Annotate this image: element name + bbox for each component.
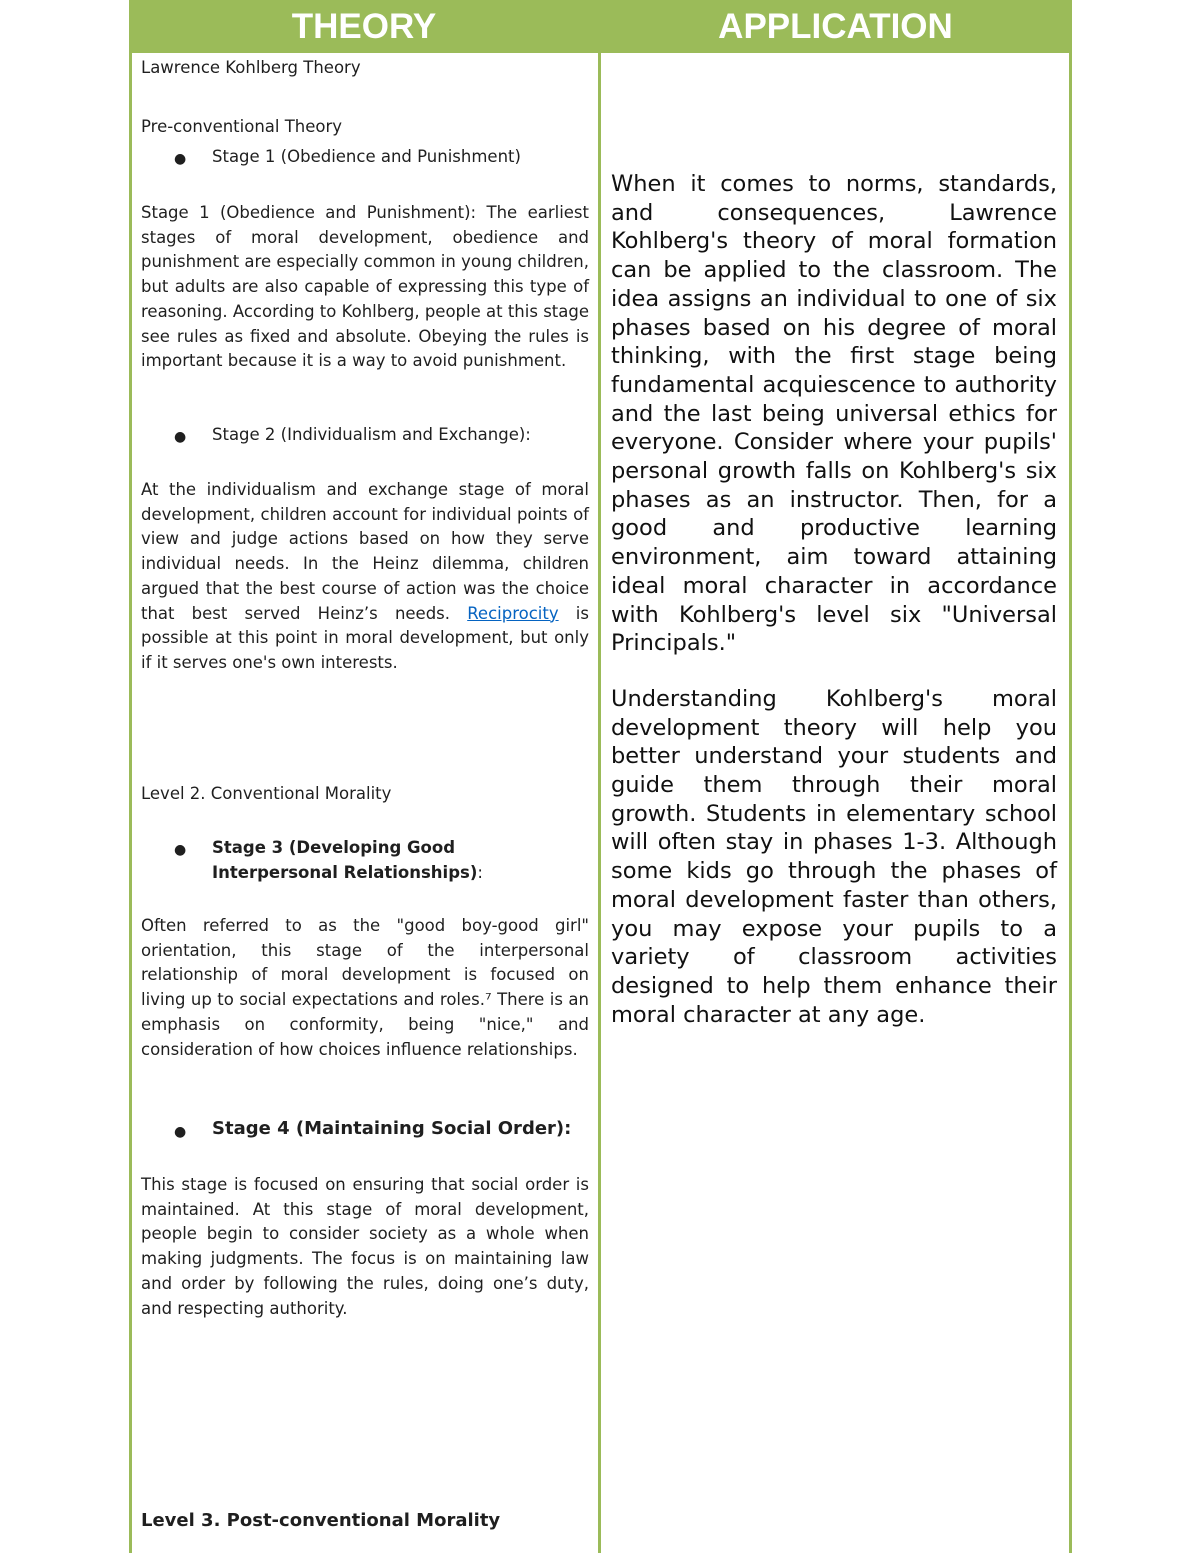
level1-heading: Pre-conventional Theory [141,117,343,136]
column-divider [598,0,601,1553]
bullet-icon: ● [174,429,187,445]
stage1-text: Stage 1 (Obedience and Punishment): The earliest stages of moral development, obedience and punishment are especially common in young children, but adults are also capable of expressing this type of reasoning. According to Kohlberg, people at this stage see rules as fixed and absolute. Obeying the rules is important because it is a way to avoid punishment. [141,203,590,371]
stage2-text-b: is possible at this point in moral development, but only if it serves one's own interests. [141,603,589,672]
stage3-bullet-suffix: : [477,862,483,882]
theory-heading: THEORY [291,7,437,46]
stage3-bullet [212,836,522,885]
application-heading: APPLICATION [718,7,953,46]
application-column [611,170,1057,1029]
level3-heading: Level 3. Post-conventional Morality [141,1510,501,1531]
bullet-icon: ● [174,151,187,167]
stage3-bullet-label: Stage 3 (Developing Good Interpersonal Relationships) [212,838,478,882]
stage1-bullet: Stage 1 (Obedience and Punishment) [212,147,521,166]
stage3-text: Often referred to as the "good boy-good girl" orientation, this stage of the interpersonal relationship of moral development is focused on living up to social expectations and roles.⁷ There is an emphasis on conformity, being "nice," and consideration of how choices influence relationships. [141,916,589,1059]
stage4-text: This stage is focused on ensuring that social order is maintained. At this stage of moral development, people begin to consider society as a whole when making judgments. The focus is on maintaining law and order by following the rules, doing one’s duty, and respecting authority. [141,1175,589,1318]
stage4-bullet: Stage 4 (Maintaining Social Order): [212,1118,572,1139]
application-paragraph-1: When it comes to norms, standards, and consequences, Lawrence Kohlberg's theory of moral formation can be applied to the classroom. The idea assigns an individual to one of six phases based on his degree of moral thinking, with the first stage being fundamental acquiescence to authority and the last being universal ethics for everyone. Consider where your pupils' personal growth falls on Kohlberg's six phases as an instructor. Then, for a good and productive learning environment, aim toward attaining ideal moral character in accordance with Kohlberg's level six "Universal Principals." [611,171,1057,657]
application-paragraph-2: Understanding Kohlberg's moral development theory will help you better understand your students and guide them through their moral growth. Students in elementary school will often stay in phases 1-3. Although some kids go through the phases of moral development faster than others, you may expose your pupils to a variety of classroom activities designed to help them enhance their moral character at any age. [611,685,1057,1028]
right-border [1069,0,1072,1553]
bullet-icon: ● [174,842,187,858]
reciprocity-link[interactable]: Reciprocity [467,603,559,623]
left-border [129,0,132,1553]
stage2-text [141,478,589,676]
theory-title: Lawrence Kohlberg Theory [141,58,361,77]
stage2-bullet: Stage 2 (Individualism and Exchange): [212,425,531,444]
level2-heading: Level 2. Conventional Morality [141,784,392,803]
bullet-icon: ● [174,1124,187,1140]
stage2-text-a: At the individualism and exchange stage of moral development, children account for individual points of view and judge actions based on how they serve individual needs. In the Heinz dilemma, children argued that the best course of action was the choice that best served Heinz’s needs. [141,480,589,623]
